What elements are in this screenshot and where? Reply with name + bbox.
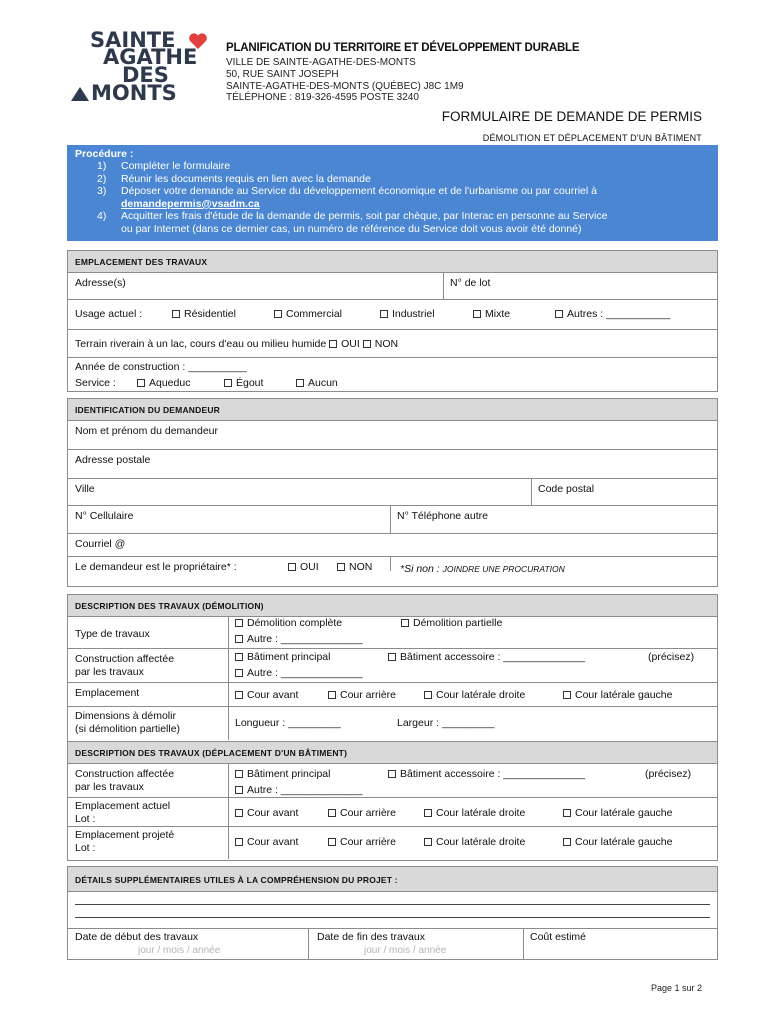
emplacement-section — [67, 250, 718, 392]
dates-row — [68, 929, 717, 960]
step-number: 3) — [97, 185, 107, 198]
owner-row — [68, 557, 717, 586]
procuration-note: *Si non : JOINDRE UNE PROCURATION — [400, 563, 565, 575]
deplacement-section — [67, 742, 718, 861]
address-row — [68, 273, 717, 300]
cour-option[interactable]: Cour latérale droite — [424, 807, 525, 819]
cour-option[interactable]: Cour latérale gauche — [563, 807, 672, 819]
batiment-principal-option[interactable]: Bâtiment principal — [235, 768, 330, 780]
email-row — [68, 534, 717, 557]
owner-non[interactable]: NON — [337, 561, 372, 573]
checkbox-icon[interactable] — [235, 635, 243, 643]
details-line[interactable] — [75, 904, 710, 905]
wave-icon — [122, 67, 152, 83]
checkbox-icon[interactable] — [328, 809, 336, 817]
header-address — [226, 57, 464, 104]
checkbox-icon[interactable] — [329, 340, 337, 348]
step-text: Déposer votre demande au Service du développement économique et de l'urbanisme ou par courriel à — [121, 185, 597, 198]
service-label: Service : — [75, 377, 116, 389]
details-lines[interactable] — [68, 892, 717, 929]
construction-label: Construction affectée par les travaux — [75, 653, 175, 678]
usage-option[interactable]: Commercial — [274, 308, 342, 320]
cour-option[interactable]: Cour latérale gauche — [563, 689, 672, 701]
step-number: 1) — [97, 160, 107, 172]
procedure-step — [97, 185, 710, 210]
checkbox-icon[interactable] — [296, 379, 304, 387]
usage-option[interactable]: Industriel — [380, 308, 435, 320]
logo-line-3: DES — [122, 63, 169, 87]
section-header: EMPLACEMENT DES TRAVAUX — [68, 251, 717, 273]
precisez-label: (précisez) — [648, 651, 695, 663]
phone-row — [68, 506, 717, 534]
cour-option[interactable]: Cour avant — [235, 807, 298, 819]
construction-autre-option[interactable]: Autre : ______________ — [235, 667, 363, 679]
procedure-step — [97, 173, 710, 186]
checkbox-icon[interactable] — [473, 310, 481, 318]
checkbox-icon[interactable] — [388, 653, 396, 661]
construction-row — [68, 358, 717, 392]
procedure-heading: Procédure : — [75, 148, 134, 160]
postal-address-row — [68, 450, 717, 479]
demolition-section — [67, 594, 718, 742]
step-number: 4) — [97, 210, 107, 223]
page-number: Page 1 sur 2 — [650, 983, 702, 993]
header-line: 50, RUE SAINT JOSEPH — [226, 68, 339, 80]
emplacement-projete-label: Emplacement projeté Lot : — [75, 829, 175, 854]
triangle-icon — [70, 86, 90, 102]
lot-field[interactable]: N° de lot — [450, 277, 491, 289]
name-row — [68, 421, 717, 450]
emplacement-projete-row — [68, 827, 717, 859]
emplacement-actuel-label: Emplacement actuel Lot : — [75, 800, 171, 825]
postal-address-field[interactable]: Adresse postale — [75, 454, 151, 466]
cour-option[interactable]: Cour arrière — [328, 689, 396, 701]
cell-phone-field[interactable]: N° Cellulaire — [75, 510, 134, 522]
checkbox-icon[interactable] — [224, 379, 232, 387]
checkbox-icon[interactable] — [235, 809, 243, 817]
department-title: PLANIFICATION DU TERRITOIRE ET DÉVELOPPEMENT DURABLE — [226, 42, 580, 54]
checkbox-icon[interactable] — [424, 809, 432, 817]
form-subtitle: DÉMOLITION ET DÉPLACEMENT D'UN BÂTIMENT — [482, 133, 702, 143]
checkbox-icon[interactable] — [424, 838, 432, 846]
demolition-partielle-option[interactable]: Démolition partielle — [401, 617, 502, 629]
type-row — [68, 617, 717, 649]
checkbox-icon[interactable] — [235, 691, 243, 699]
checkbox-icon[interactable] — [172, 310, 180, 318]
step-text-cont: ou par Internet (dans ce dernier cas, un numéro de référence du Service doit vous avoir été donné) — [121, 222, 582, 235]
form-title: FORMULAIRE DE DEMANDE DE PERMIS — [441, 109, 702, 124]
cour-option[interactable]: Cour avant — [235, 836, 298, 848]
batiment-principal-option[interactable]: Bâtiment principal — [235, 651, 330, 663]
other-phone-field[interactable]: N° Téléphone autre — [397, 510, 488, 522]
checkbox-icon[interactable] — [288, 563, 296, 571]
riverain-row — [68, 330, 717, 358]
cour-option[interactable]: Cour arrière — [328, 807, 396, 819]
section-header: DESCRIPTION DES TRAVAUX (DÉPLACEMENT D'UN BÂTIMENT) — [68, 742, 717, 764]
checkbox-icon[interactable] — [274, 310, 282, 318]
largeur-field[interactable]: Largeur : _________ — [397, 717, 495, 729]
checkbox-icon[interactable] — [235, 619, 243, 627]
cout-estime-field[interactable]: Coût estimé — [530, 931, 587, 943]
cour-option[interactable]: Cour avant — [235, 689, 298, 701]
logo-line-1: SAINTE — [90, 28, 176, 52]
header-line: VILLE DE SAINTE-AGATHE-DES-MONTS — [226, 57, 416, 68]
cour-option[interactable]: Cour latérale droite — [424, 836, 525, 848]
riverain-question: Terrain riverain à un lac, cours d'eau ou milieu humide OUI NON — [75, 338, 399, 350]
deplacement-construction-row — [68, 764, 717, 798]
usage-option[interactable]: Autres : ___________ — [555, 308, 670, 320]
checkbox-icon[interactable] — [235, 770, 243, 778]
usage-option[interactable]: Mixte — [473, 308, 510, 320]
procedure-step — [97, 160, 710, 173]
city-field[interactable]: Ville — [75, 483, 95, 495]
type-label: Type de travaux — [75, 628, 150, 640]
checkbox-icon[interactable] — [563, 809, 571, 817]
email-link[interactable]: demandepermis@vsadm.ca — [121, 197, 260, 210]
owner-question: Le demandeur est le propriétaire* : — [75, 561, 237, 573]
batiment-accessoire-option[interactable]: Bâtiment accessoire : ______________ — [388, 768, 585, 780]
checkbox-icon[interactable] — [380, 310, 388, 318]
step-number: 2) — [97, 172, 107, 185]
section-header: DESCRIPTION DES TRAVAUX (DÉMOLITION) — [68, 595, 717, 617]
header-line: TÉLÉPHONE : 819-326-4595 POSTE 3240 — [226, 92, 419, 104]
checkbox-icon[interactable] — [235, 838, 243, 846]
cour-option[interactable]: Cour latérale gauche — [563, 836, 672, 848]
checkbox-icon[interactable] — [401, 619, 409, 627]
city-logo — [70, 28, 215, 105]
header-line: SAINTE-AGATHE-DES-MONTS (QUÉBEC) J8C 1M9 — [226, 80, 464, 92]
emplacement-actuel-row — [68, 798, 717, 827]
date-fin-field[interactable]: Date de fin des travaux — [317, 931, 425, 943]
cour-option[interactable]: Cour arrière — [328, 836, 396, 848]
checkbox-icon[interactable] — [328, 838, 336, 846]
procedure-box — [67, 145, 718, 241]
logo-line-2: AGATHE — [103, 45, 198, 69]
service-option[interactable]: Aucun — [296, 377, 338, 389]
checkbox-icon[interactable] — [337, 563, 345, 571]
email-field[interactable]: Courriel @ — [75, 538, 126, 550]
checkbox-icon[interactable] — [563, 838, 571, 846]
usage-option[interactable]: Résidentiel — [172, 308, 236, 320]
checkbox-icon[interactable] — [235, 786, 243, 794]
emplacement-row — [68, 683, 717, 707]
precisez-label: (précisez) — [645, 768, 692, 780]
usage-label: Usage actuel : — [75, 308, 143, 320]
section-header: DÉTAILS SUPPLÉMENTAIRES UTILES À LA COMPRÉHENSION DU PROJET : — [68, 867, 717, 892]
longueur-field[interactable]: Longueur : _________ — [235, 717, 341, 729]
dimensions-row — [68, 707, 717, 740]
details-line[interactable] — [75, 917, 710, 918]
logo-line-4: MONTS — [91, 81, 177, 105]
postal-code-field[interactable]: Code postal — [538, 483, 595, 495]
owner-oui[interactable]: OUI — [288, 561, 319, 573]
checkbox-icon[interactable] — [363, 340, 371, 348]
checkbox-icon[interactable] — [424, 691, 432, 699]
checkbox-icon[interactable] — [388, 770, 396, 778]
service-option[interactable]: Aqueduc — [137, 377, 190, 389]
cour-option[interactable]: Cour latérale droite — [424, 689, 525, 701]
demandeur-section — [67, 398, 718, 587]
demolition-autre-option[interactable]: Autre : ______________ — [235, 633, 363, 645]
service-option[interactable]: Égout — [224, 377, 263, 389]
city-row — [68, 479, 717, 506]
demolition-complete-option[interactable]: Démolition complète — [235, 617, 342, 629]
section-header: IDENTIFICATION DU DEMANDEUR — [68, 399, 717, 421]
usage-row — [68, 300, 717, 330]
dimensions-label: Dimensions à démolir (si démolition partielle) — [75, 710, 181, 735]
checkbox-icon[interactable] — [137, 379, 145, 387]
emplacement-label: Emplacement — [75, 687, 140, 699]
name-field[interactable]: Nom et prénom du demandeur — [75, 425, 218, 437]
date-fin-hint: jour / mois / année — [364, 945, 447, 956]
step-text: Réunir les documents requis en lien avec la demande — [121, 172, 371, 185]
procedure-step — [97, 210, 710, 235]
construction-autre-option[interactable]: Autre : ______________ — [235, 784, 363, 796]
annee-field[interactable]: Année de construction : __________ — [75, 361, 247, 373]
step-text: Acquitter les frais d'étude de la demande de permis, soit par chèque, par Interac en personne au Service — [121, 210, 608, 223]
checkbox-icon[interactable] — [555, 310, 563, 318]
step-text: Compléter le formulaire — [121, 160, 231, 172]
checkbox-icon[interactable] — [235, 669, 243, 677]
date-debut-field[interactable]: Date de début des travaux — [75, 931, 199, 943]
checkbox-icon[interactable] — [563, 691, 571, 699]
details-section — [67, 866, 718, 960]
address-field[interactable]: Adresse(s) — [75, 277, 126, 289]
checkbox-icon[interactable] — [328, 691, 336, 699]
batiment-accessoire-option[interactable]: Bâtiment accessoire : ______________ — [388, 651, 585, 663]
checkbox-icon[interactable] — [235, 653, 243, 661]
date-debut-hint: jour / mois / année — [138, 945, 221, 956]
construction-affectee-row — [68, 649, 717, 683]
construction-label: Construction affectée par les travaux — [75, 768, 175, 793]
